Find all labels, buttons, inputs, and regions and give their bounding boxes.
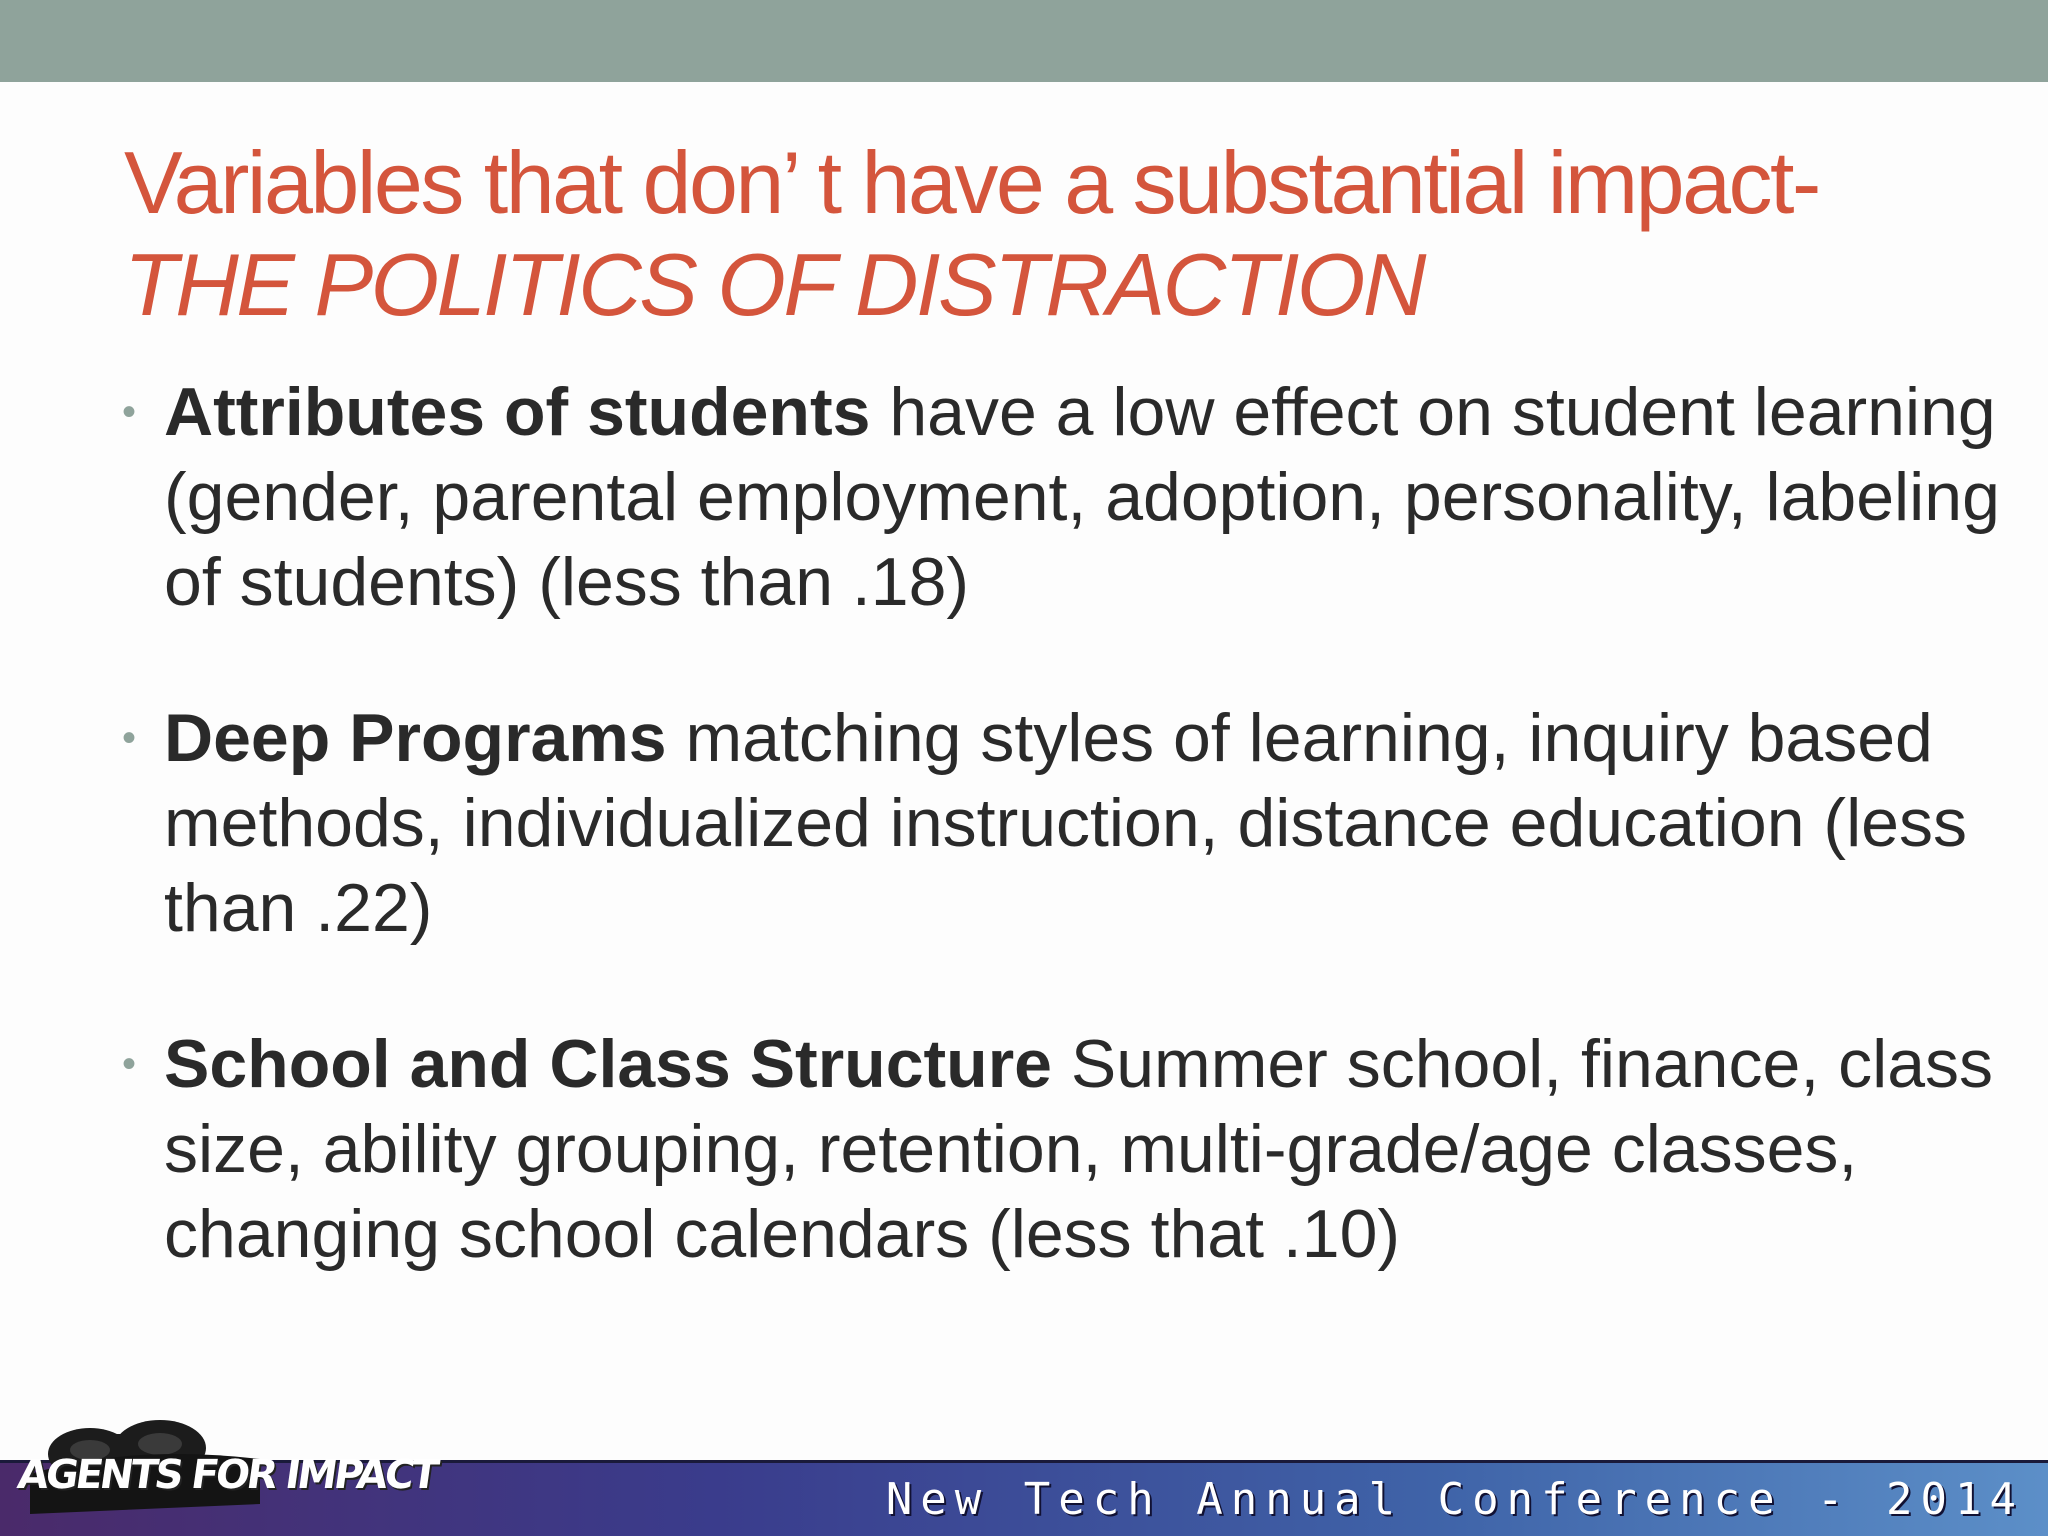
title-line-1: Variables that don’ t have a substantial impact-	[124, 133, 1819, 232]
bullet-item-structure	[120, 1022, 2000, 1277]
conference-label: New Tech Annual Conference - 2014	[885, 1474, 2024, 1525]
bullet-text: matching styles of learning, inquiry based methods, individualized instruction, distance education (less than .22)	[164, 700, 1967, 946]
bullet-dot-icon: •	[122, 390, 137, 434]
bullet-list	[120, 370, 2000, 1348]
logo-text: AGENTS FOR IMPACT	[14, 1452, 439, 1498]
bullet-heading: Attributes of students	[164, 374, 871, 450]
title-line-2: THE POLITICS OF DISTRACTION	[124, 235, 1424, 334]
bullet-heading: Deep Programs	[164, 700, 667, 776]
bullet-heading: School and Class Structure	[164, 1026, 1052, 1102]
bullet-item-students	[120, 370, 2000, 625]
bullet-dot-icon: •	[122, 716, 137, 760]
bullet-dot-icon: •	[122, 1042, 137, 1086]
top-band	[0, 0, 2048, 82]
bullet-item-programs	[120, 696, 2000, 951]
bullet-text: Summer school, finance, class size, ability grouping, retention, multi-grade/age classes, changing school calendars (less that .10)	[164, 1026, 1994, 1272]
slide-title	[124, 132, 2004, 336]
bullet-text: have a low effect on student learning (gender, parental employment, adoption, personality, labeling of students) (less than .18)	[164, 374, 2000, 620]
